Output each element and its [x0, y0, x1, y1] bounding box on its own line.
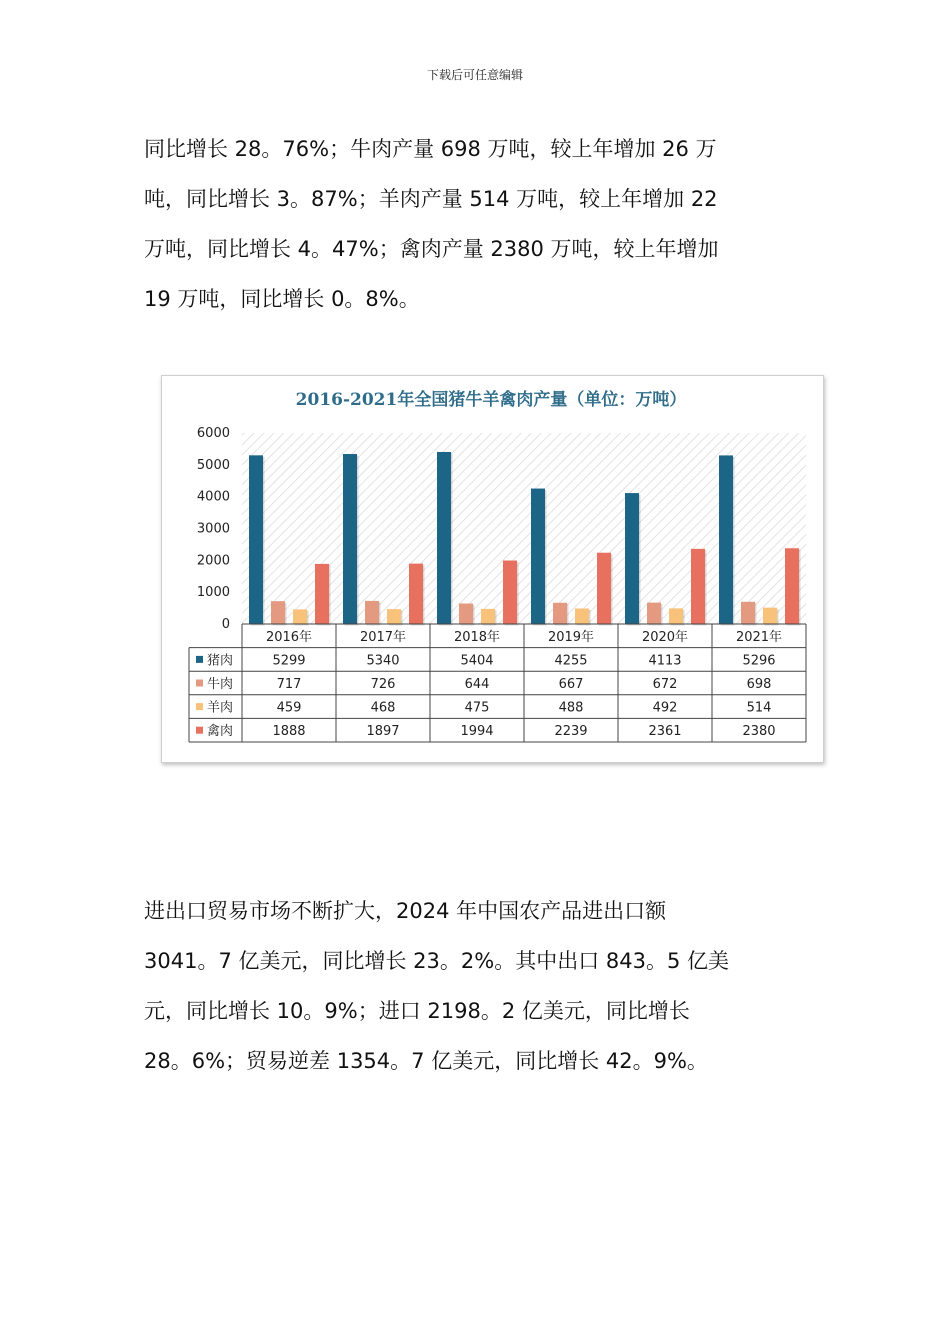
- bar: [249, 455, 263, 624]
- bar: [575, 608, 589, 624]
- chart-canvas: [162, 376, 823, 762]
- legend-label: 牛肉: [207, 677, 234, 692]
- data-table-cell: 1888: [272, 724, 306, 740]
- meat-production-chart: [161, 375, 824, 763]
- bar: [315, 564, 329, 624]
- text-line: 元，同比增长 10。9%；进口 2198。2 亿美元，同比增长: [144, 999, 690, 1023]
- bar: [553, 603, 567, 624]
- bar: [741, 602, 755, 624]
- data-table-cell: 468: [370, 700, 396, 716]
- legend-key: [196, 680, 203, 687]
- bar: [271, 601, 285, 624]
- bar: [293, 609, 307, 624]
- bar: [647, 603, 661, 624]
- bar: [387, 609, 401, 624]
- x-category-label: 2021年: [735, 629, 783, 645]
- text-line: 吨，同比增长 3。87%；羊肉产量 514 万吨，较上年增加 22: [144, 187, 718, 211]
- bar: [625, 493, 639, 624]
- data-table-cell: 5404: [460, 653, 494, 669]
- data-table-cell: 475: [464, 700, 490, 716]
- bar: [409, 564, 423, 624]
- paragraph-meat-production: [144, 124, 744, 324]
- data-table-cell: 672: [652, 677, 678, 692]
- paragraph-trade: [144, 886, 744, 1086]
- bar: [459, 603, 473, 624]
- data-table-cell: 514: [746, 700, 772, 716]
- bar: [669, 608, 683, 624]
- data-table-cell: 459: [276, 700, 302, 716]
- y-tick-label: 5000: [196, 457, 230, 473]
- text-line: 28。6%；贸易逆差 1354。7 亿美元，同比增长 42。9%。: [144, 1049, 708, 1073]
- text-line: 同比增长 28。76%；牛肉产量 698 万吨，较上年增加 26 万: [144, 137, 717, 161]
- bar: [691, 549, 705, 624]
- legend-label: 羊肉: [207, 700, 234, 716]
- data-table-cell: 492: [652, 700, 678, 716]
- bar: [719, 455, 733, 624]
- legend-label: 猪肉: [207, 653, 234, 669]
- data-table-cell: 1897: [366, 724, 400, 740]
- y-tick-label: 2000: [196, 553, 230, 569]
- y-tick-label: 1000: [196, 585, 230, 601]
- bar: [503, 561, 517, 624]
- data-table-cell: 2361: [648, 724, 682, 740]
- data-table-cell: 5340: [366, 653, 400, 669]
- bar: [343, 454, 357, 624]
- bar: [531, 489, 545, 624]
- data-table-cell: 726: [370, 677, 396, 692]
- y-tick-label: 3000: [196, 521, 230, 537]
- legend-key: [196, 703, 203, 710]
- data-table-cell: 644: [464, 677, 490, 692]
- x-category-label: 2020年: [641, 629, 689, 645]
- y-tick-label: 4000: [196, 489, 230, 505]
- bar: [785, 548, 799, 624]
- data-table-cell: 667: [558, 677, 584, 692]
- bar: [763, 608, 777, 624]
- data-table-cell: 717: [276, 677, 302, 692]
- data-table-cell: 5299: [272, 653, 306, 669]
- legend-key: [196, 656, 203, 663]
- data-table-cell: 698: [746, 677, 772, 692]
- data-table-cell: 5296: [742, 653, 776, 669]
- legend-label: 禽肉: [207, 724, 234, 740]
- text-line: 3041。7 亿美元，同比增长 23。2%。其中出口 843。5 亿美: [144, 949, 729, 973]
- data-table-cell: 4255: [554, 653, 588, 669]
- y-tick-label: 6000: [196, 426, 230, 441]
- x-category-label: 2019年: [547, 629, 595, 645]
- bar: [365, 601, 379, 624]
- x-category-label: 2018年: [453, 629, 501, 645]
- y-tick-label: 0: [221, 617, 230, 632]
- data-table-cell: 4113: [648, 653, 682, 669]
- x-category-label: 2016年: [265, 629, 313, 645]
- text-line: 19 万吨，同比增长 0。8%。: [144, 287, 420, 311]
- data-table-cell: 488: [558, 700, 584, 716]
- bar: [437, 452, 451, 624]
- bar: [481, 609, 495, 624]
- data-table-cell: 1994: [460, 724, 494, 740]
- legend-key: [196, 727, 203, 734]
- data-table-cell: 2239: [554, 724, 588, 740]
- text-line: 万吨，同比增长 4。47%；禽肉产量 2380 万吨，较上年增加: [144, 237, 719, 261]
- data-table-cell: 2380: [742, 724, 776, 740]
- header-note: 下载后可任意编辑: [426, 68, 523, 82]
- chart-title: 2016-2021年全国猪牛羊禽肉产量（单位：万吨）: [295, 390, 687, 410]
- bar: [597, 553, 611, 624]
- text-line: 进出口贸易市场不断扩大，2024 年中国农产品进出口额: [144, 899, 667, 923]
- x-category-label: 2017年: [359, 629, 407, 645]
